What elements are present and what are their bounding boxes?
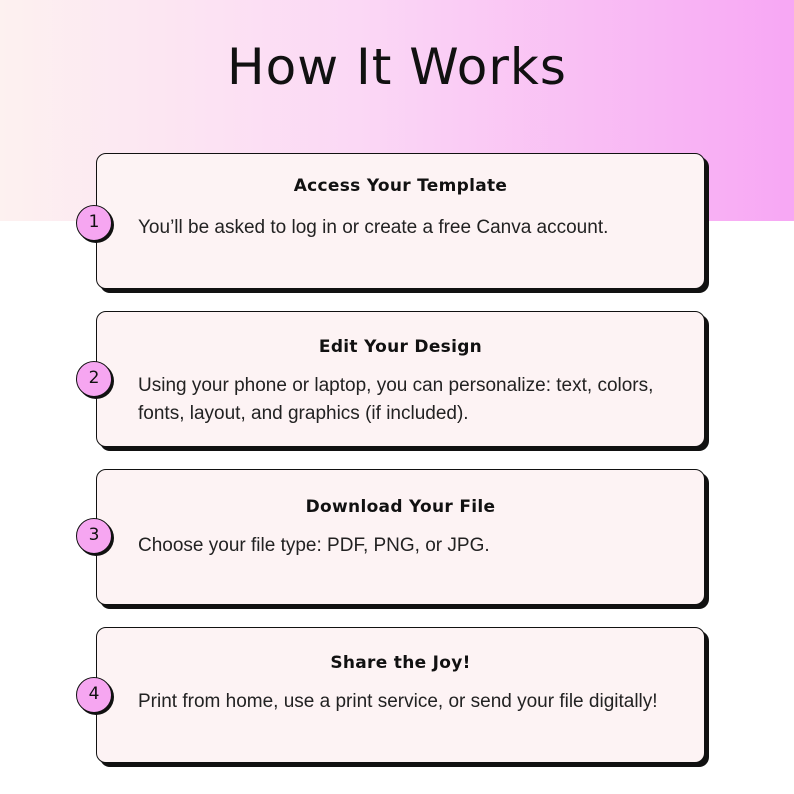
step-card-1 xyxy=(96,153,705,289)
step-title: Download Your File xyxy=(305,497,496,517)
step-description: Using your phone or laptop, you can personalize: text, colors, fonts, layout, and graphics (if included). xyxy=(138,375,654,424)
step-description: You’ll be asked to log in or create a free Canva account. xyxy=(138,217,609,238)
step-card-3 xyxy=(96,469,705,605)
step-description: Choose your file type: PDF, PNG, or JPG. xyxy=(138,535,490,556)
step-description: Print from home, use a print service, or send your file digitally! xyxy=(138,691,658,712)
step-number-badge: 4 xyxy=(76,677,112,713)
page-title: How It Works xyxy=(227,38,567,96)
step-number-badge: 2 xyxy=(76,361,112,397)
step-title: Share the Joy! xyxy=(330,653,471,673)
step-card-4 xyxy=(96,627,705,763)
step-card-2 xyxy=(96,311,705,447)
step-title: Edit Your Design xyxy=(318,337,483,357)
step-number-badge: 3 xyxy=(76,518,112,554)
step-title: Access Your Template xyxy=(293,176,508,196)
step-number-badge: 1 xyxy=(76,205,112,241)
